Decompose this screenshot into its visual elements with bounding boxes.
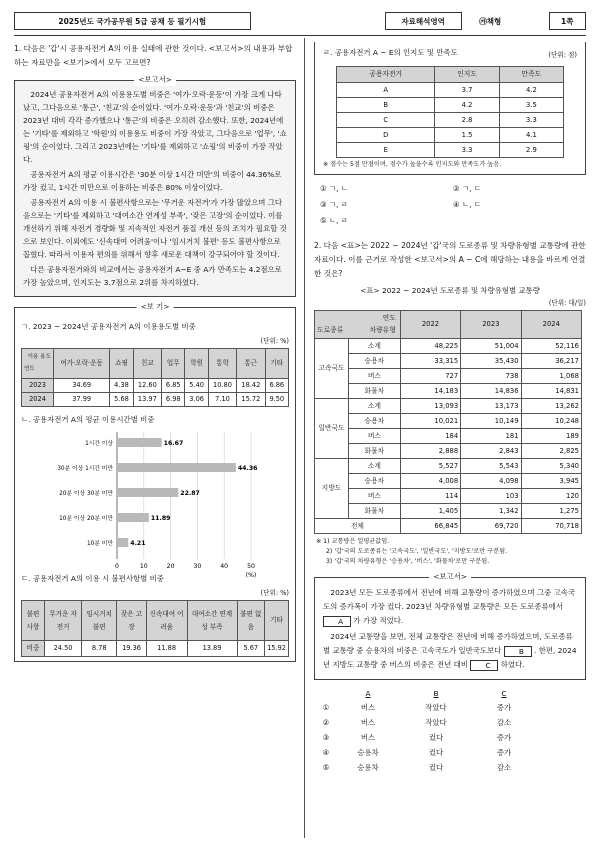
option-4[interactable]: ④ ㄴ, ㄷ (453, 200, 481, 209)
table-row (337, 98, 564, 113)
x-tick-label: 10 (139, 563, 148, 570)
column-header: 신속대여 어려움 (146, 601, 187, 641)
subject-label: 자료해석영역 (385, 12, 462, 30)
table-cell: 14,831 (521, 384, 581, 399)
table-cell: 48,225 (400, 339, 460, 354)
table-note: ※ 점수는 5점 만점이며, 점수가 높을수록 인지도와 만족도가 높음. (323, 161, 502, 168)
x-tick-label: 20 (166, 563, 175, 570)
report-paragraph: 2024년 공용자전거 A의 이용용도별 비중은 '여가·오락·운동'이 가장 크게 나타났고, 그다음으로 '통근', '친교'의 순이었다. '여가·오락·운동'과 '친교'의 비중은 2023년 대비 각각 증가했으나 '통근'의 비중은 오히려 감소했다. 또한, 2024년에는 '기타'를 제외하고 '학원'의 이용용도 비중이 가장 작았고, 그다음으로 '업무', '쇼핑'의 순이었다. 그리고 2023년에는 '기타'를 제외하고 '쇼핑'의 비중이 가장 작았다. (23, 90, 287, 164)
column-header: 친교 (133, 349, 161, 379)
y-category-label: 20분 이상 30분 미만 (59, 491, 113, 497)
table-row (337, 128, 564, 143)
table-cell: 34.69 (54, 379, 110, 393)
table-cell: 4.1 (499, 128, 563, 143)
question-1 (14, 42, 296, 662)
table-cell: 181 (461, 429, 521, 444)
table-row (315, 504, 582, 519)
table-cell: 3.3 (435, 143, 499, 158)
column-header: 통학 (208, 349, 236, 379)
column-header: 2022 (400, 311, 460, 339)
column-header: 만족도 (499, 67, 563, 83)
table-cell: 15.72 (237, 393, 265, 407)
table-cell: 114 (400, 489, 460, 504)
answer-head-c: C (501, 688, 507, 698)
option-number: ③ (322, 733, 330, 742)
table-cell: 4.2 (499, 83, 563, 98)
blank-c: C (470, 660, 498, 671)
table-row (315, 459, 582, 474)
x-tick-label: 40 (220, 563, 229, 570)
bar-value-label: 11.89 (150, 515, 171, 522)
vehicle-type-label: 소계 (349, 399, 401, 414)
bogi-caption: <보 기> (136, 301, 173, 313)
bogi-box-continued (314, 42, 586, 175)
table-cell: 12.60 (133, 379, 161, 393)
row-header: 2023 (22, 379, 54, 393)
table-cell: 35,430 (461, 354, 521, 369)
table-cell: 3.7 (435, 83, 499, 98)
option-value: 버스 (360, 703, 376, 712)
note-line: 2) '갑'국의 도로종류는 '고속국도', '일반국도', '지방도'로만 구분됨. (326, 548, 508, 555)
vehicle-type-label: 승용차 (349, 474, 401, 489)
table-cell: 2,825 (521, 444, 581, 459)
report-box (14, 75, 296, 297)
table-cell: 14,183 (400, 384, 460, 399)
bar-value-label: 22.87 (180, 490, 200, 497)
table-cell: 13,093 (400, 399, 460, 414)
table-cell: 10.80 (208, 379, 236, 393)
table-cell: 18.42 (237, 379, 265, 393)
report-caption: <보고서> (134, 74, 176, 86)
option-value: 증가 (496, 733, 512, 742)
blank-a: A (323, 616, 351, 627)
bar-value-label: 4.21 (130, 540, 146, 547)
table-row (22, 379, 289, 393)
question-1-stem: 1. 다음은 '갑'시 공용자전거 A의 이용 실태에 관한 것이다. <보고서>의 내용과 부합하는 자료만을 <보기>에서 모두 고르면? (14, 44, 293, 67)
option-2[interactable]: ② ㄱ, ㄷ (453, 184, 481, 193)
option-3[interactable]: ③ ㄱ, ㄹ (320, 200, 348, 209)
table-cell: 36,217 (521, 354, 581, 369)
column-header: 인지도 (435, 67, 499, 83)
table-cell: 5.68 (110, 393, 133, 407)
table-cell: 51,004 (461, 339, 521, 354)
table-cell: 120 (521, 489, 581, 504)
column-header: 2023 (461, 311, 521, 339)
report-text: 가 가장 적었다. (353, 616, 404, 625)
table-row (22, 641, 289, 657)
table-cell: 4,098 (461, 474, 521, 489)
vehicle-type-label: 소계 (349, 339, 401, 354)
table-cell: 2.8 (435, 113, 499, 128)
table-row (315, 369, 582, 384)
table-cell: 37.99 (54, 393, 110, 407)
table-cell: 70,718 (521, 519, 581, 534)
column-header: 불편사항 (22, 601, 45, 641)
vehicle-type-label: 버스 (349, 369, 401, 384)
table-corner (22, 349, 54, 379)
table-cell: 6.98 (162, 393, 185, 407)
option-5[interactable]: ⑤ ㄴ, ㄹ (320, 216, 348, 225)
vehicle-type-label: 화물차 (349, 504, 401, 519)
option-number: ⑤ (322, 763, 330, 772)
option-value: 버스 (360, 733, 376, 742)
option-number: ① (322, 703, 330, 712)
header-divider (14, 35, 586, 36)
table-cell: 3,945 (521, 474, 581, 489)
blank-b: B (504, 646, 532, 657)
table-row (315, 444, 582, 459)
x-unit-label: (%) (245, 572, 257, 579)
corner-bottom-label: 연도 (24, 366, 35, 372)
question-2-stem: 2. 다음 <표>는 2022 ~ 2024년 '갑'국의 도로종류 및 차량유형별 교통량에 관한 자료이다. 이를 근거로 작성한 <보고서>의 A ~ C에 해당하는 내용을 바르게 연결한 것은? (314, 241, 586, 278)
traffic-table (314, 310, 582, 534)
option-value: 컸다 (428, 733, 444, 742)
table-cell: 5,340 (521, 459, 581, 474)
inconvenience-table (21, 600, 289, 657)
corner-year-label: 연도 (382, 314, 396, 322)
table-cell: 11.88 (146, 641, 187, 657)
answer-option-2[interactable] (314, 715, 534, 730)
option-value: 컸다 (428, 748, 444, 757)
column-header: 업무 (162, 349, 185, 379)
table-cell: 69,720 (461, 519, 521, 534)
table-row (315, 354, 582, 369)
report-caption: <보고서> (429, 571, 471, 583)
table-cell: 5,527 (400, 459, 460, 474)
table-cell: 7.10 (208, 393, 236, 407)
bar (117, 538, 128, 547)
report-paragraph (323, 630, 577, 672)
item-da-title: ㄷ. 공용자전거 A의 이용 시 불편사항별 비중 (21, 574, 164, 583)
table-cell: 15.92 (265, 641, 289, 657)
table-cell: 2,888 (400, 444, 460, 459)
table-row (315, 414, 582, 429)
y-category-label: 30분 이상 1시간 미만 (57, 466, 113, 472)
usage-purpose-table (21, 348, 289, 407)
corner-road-label: 도로종류 (317, 326, 344, 334)
table-row (315, 399, 582, 414)
table-cell: 6.86 (265, 379, 288, 393)
page-header (14, 12, 586, 32)
table-cell: 2,843 (461, 444, 521, 459)
x-tick-label: 0 (115, 563, 119, 570)
table-cell: 33,315 (400, 354, 460, 369)
answer-option-4[interactable] (314, 745, 534, 760)
table-cell: C (337, 113, 435, 128)
vehicle-type-label: 버스 (349, 489, 401, 504)
option-number: ④ (322, 748, 330, 757)
table-cell: 1,275 (521, 504, 581, 519)
table-cell: 19.36 (117, 641, 146, 657)
y-category-label: 10분 미만 (86, 541, 113, 547)
answer-option-1[interactable] (314, 700, 534, 715)
table-row (315, 429, 582, 444)
table-row (337, 143, 564, 158)
column-header: 무거운 자전거 (45, 601, 82, 641)
table-cell: 24.50 (45, 641, 82, 657)
option-value: 버스 (360, 718, 376, 727)
bar (117, 513, 149, 522)
x-tick-label: 50 (247, 563, 255, 570)
answer-option-3[interactable] (314, 730, 534, 745)
table-cell: 727 (400, 369, 460, 384)
report-paragraph: 다른 공용자전거와의 비교에서는 공용자전거 A~E 중 A가 만족도는 4.2점으로 가장 높았으며, 인지도는 3.7점으로 2위를 차지하였다. (23, 265, 282, 287)
y-category-label: 1시간 이상 (85, 441, 113, 447)
table-cell: 13,262 (521, 399, 581, 414)
traffic-table-title: <표> 2022 ~ 2024년 도로종류 및 차량유형별 교통량 (360, 286, 540, 295)
table-row (337, 113, 564, 128)
y-category-label: 10분 이상 20분 미만 (59, 516, 113, 522)
table-row (315, 384, 582, 399)
item-da-unit: (단위: %) (260, 589, 289, 597)
option-value: 감소 (496, 763, 512, 772)
option-value: 승용차 (357, 748, 379, 757)
awareness-satisfaction-table (336, 66, 564, 158)
table-cell: 14,836 (461, 384, 521, 399)
table-cell: D (337, 128, 435, 143)
column-header: 불편 없음 (237, 601, 265, 641)
option-value: 컸다 (428, 763, 444, 772)
column-header: 학원 (185, 349, 208, 379)
table-cell: 9.50 (265, 393, 288, 407)
column-header: 2024 (521, 311, 581, 339)
column-header: 공용자전거 (337, 67, 435, 83)
table-row (315, 474, 582, 489)
item-ga-title: ㄱ. 2023 ~ 2024년 공용자전거 A의 이용용도별 비중 (21, 322, 196, 331)
bar (117, 463, 236, 472)
table-cell: 5.40 (185, 379, 208, 393)
answer-head-b: B (433, 688, 439, 698)
report-text: 2023년 모든 도로종류에서 전년에 비해 교통량이 증가하였으며 그중 고속국도의 증가폭이 가장 컸다. 2023년 차량유형별 교통량은 모든 도로종류에서 (323, 588, 576, 611)
answer-options (314, 686, 534, 775)
road-type-header: 일반국도 (315, 399, 349, 459)
report-box-2 (314, 572, 586, 680)
traffic-table-notes (314, 537, 586, 567)
table-row (315, 489, 582, 504)
table-cell: 1,342 (461, 504, 521, 519)
answer-head-a: A (365, 688, 371, 698)
table-cell: 189 (521, 429, 581, 444)
x-tick-label: 30 (193, 563, 202, 570)
vehicle-type-label: 화물차 (349, 384, 401, 399)
report-paragraph: 공용자전거 A의 이용 시 불편사항으로는 '무거운 자전거'가 가장 많았으며 그다음으로는 '기타'를 제외하고 '대여소간 연계성 부족', '잦은 고장'의 순이었다. 이를 개선하기 위해 자전거 경량화 및 지속적인 자전거 품질 개선 등의 조치가 필요할 것으로 보인다. 이외에도 '신속대여 어려움'이나 '임시거치 불편' 등도 불편사항으로 꼽혔다. 따라서 이용자 편의를 위해서 향후 새로운 대책이 강구되어야 할 것이다. (23, 198, 287, 259)
table-cell: E (337, 143, 435, 158)
table-cell: 6.85 (162, 379, 185, 393)
vehicle-type-label: 승용차 (349, 354, 401, 369)
option-value: 승용차 (357, 763, 379, 772)
bar-value-label: 16.67 (163, 440, 184, 447)
table-cell: B (337, 98, 435, 113)
option-number: ② (322, 718, 330, 727)
table-row (315, 339, 582, 354)
table-cell: 10,248 (521, 414, 581, 429)
page-number: 1쪽 (549, 12, 586, 30)
bar-value-label: 44.36 (237, 465, 258, 472)
table-row (22, 393, 289, 407)
table-cell: 52,116 (521, 339, 581, 354)
report-text: 하였다. (500, 660, 525, 669)
vehicle-type-label: 버스 (349, 429, 401, 444)
option-value: 감소 (496, 718, 512, 727)
answer-option-5[interactable] (314, 760, 534, 775)
table-cell: 13.97 (133, 393, 161, 407)
road-type-header: 고속국도 (315, 339, 349, 399)
table-cell: 10,149 (461, 414, 521, 429)
table-cell: 184 (400, 429, 460, 444)
column-header: 임시거치 불편 (82, 601, 117, 641)
row-header: 2024 (22, 393, 54, 407)
table-cell: 4.38 (110, 379, 133, 393)
option-value: 작았다 (425, 718, 447, 727)
question-1-options (314, 181, 586, 229)
option-value: 증가 (496, 748, 512, 757)
option-1[interactable]: ① ㄱ, ㄴ (320, 184, 348, 193)
table-cell: 10,021 (400, 414, 460, 429)
vehicle-type-label: 화물차 (349, 444, 401, 459)
table-cell: 3.06 (185, 393, 208, 407)
total-row (315, 519, 582, 534)
column-header: 여가·오락·운동 (54, 349, 110, 379)
corner-vehicle-label: 차량유형 (369, 326, 396, 334)
column-header: 대여소간 연계성 부족 (187, 601, 237, 641)
table-cell: 66,845 (400, 519, 460, 534)
row-header: 비중 (22, 641, 45, 657)
road-type-header: 지방도 (315, 459, 349, 519)
table-cell: 4,008 (400, 474, 460, 489)
table-cell: 3.3 (499, 113, 563, 128)
vehicle-type-label: 소계 (349, 459, 401, 474)
table-cell: 2.9 (499, 143, 563, 158)
report-paragraph (323, 586, 577, 628)
column-divider (304, 38, 305, 838)
table-cell: 1.5 (435, 128, 499, 143)
column-header: 쇼핑 (110, 349, 133, 379)
table-cell: 738 (461, 369, 521, 384)
table-corner (315, 311, 401, 339)
report-text: . 한편, 2024년 지방도 교통량 중 버스의 비중은 전년 대비 (323, 646, 577, 669)
option-value: 증가 (496, 703, 512, 712)
report-text: 2024년 교통량을 보면, 전체 교통량은 전년에 비해 증가하였으며, 도로종류별 교통량 중 승용차의 비중은 고속국도가 일반국도보다 (323, 632, 573, 655)
right-column (314, 42, 586, 775)
table-cell: 13,173 (461, 399, 521, 414)
note-line: ※ 1) 교통량은 일평균값임. (316, 538, 390, 545)
item-ra-title: ㄹ. 공용자전거 A ~ E의 인지도 및 만족도 (323, 48, 458, 57)
table-cell: A (337, 83, 435, 98)
table-cell: 13.89 (187, 641, 237, 657)
item-ga-unit: (단위: %) (260, 337, 289, 345)
table-cell: 4.2 (435, 98, 499, 113)
bar (117, 438, 162, 447)
column-header: 기타 (265, 601, 289, 641)
table-cell: 3.5 (499, 98, 563, 113)
table-cell: 5.67 (237, 641, 265, 657)
item-na-title: ㄴ. 공용자전거 A의 평균 이용시간별 비중 (21, 415, 155, 424)
table-cell: 8.78 (82, 641, 117, 657)
table-cell: 5,543 (461, 459, 521, 474)
table-cell: 1,068 (521, 369, 581, 384)
traffic-table-unit: (단위: 대/일) (548, 299, 586, 307)
report-paragraph: 공용자전거 A의 평균 이용시간은 '30분 이상 1시간 미만'의 비중이 44.36%로 가장 컸고, 1시간 미만으로 이용하는 비중은 80% 이상이었다. (23, 170, 282, 192)
column-header: 기타 (265, 349, 288, 379)
note-line: 3) '갑'국의 차량유형은 '승용차', '버스', '화물차'로만 구분됨. (326, 558, 490, 565)
corner-top-label: 이용 용도 (27, 354, 51, 360)
booklet-type: ㉮책형 (479, 16, 502, 26)
table-row (337, 83, 564, 98)
option-value: 작았다 (425, 703, 447, 712)
bogi-box (14, 302, 296, 662)
column-header: 잦은 고장 (117, 601, 146, 641)
column-header: 통근 (237, 349, 265, 379)
bar (117, 488, 178, 497)
table-cell: 1,405 (400, 504, 460, 519)
exam-title: 2025년도 국가공무원 5급 공채 등 필기시험 (14, 12, 251, 30)
table-cell: 103 (461, 489, 521, 504)
item-ra-unit: (단위: 점) (548, 51, 577, 59)
vehicle-type-label: 승용차 (349, 414, 401, 429)
total-label: 전체 (315, 519, 401, 534)
